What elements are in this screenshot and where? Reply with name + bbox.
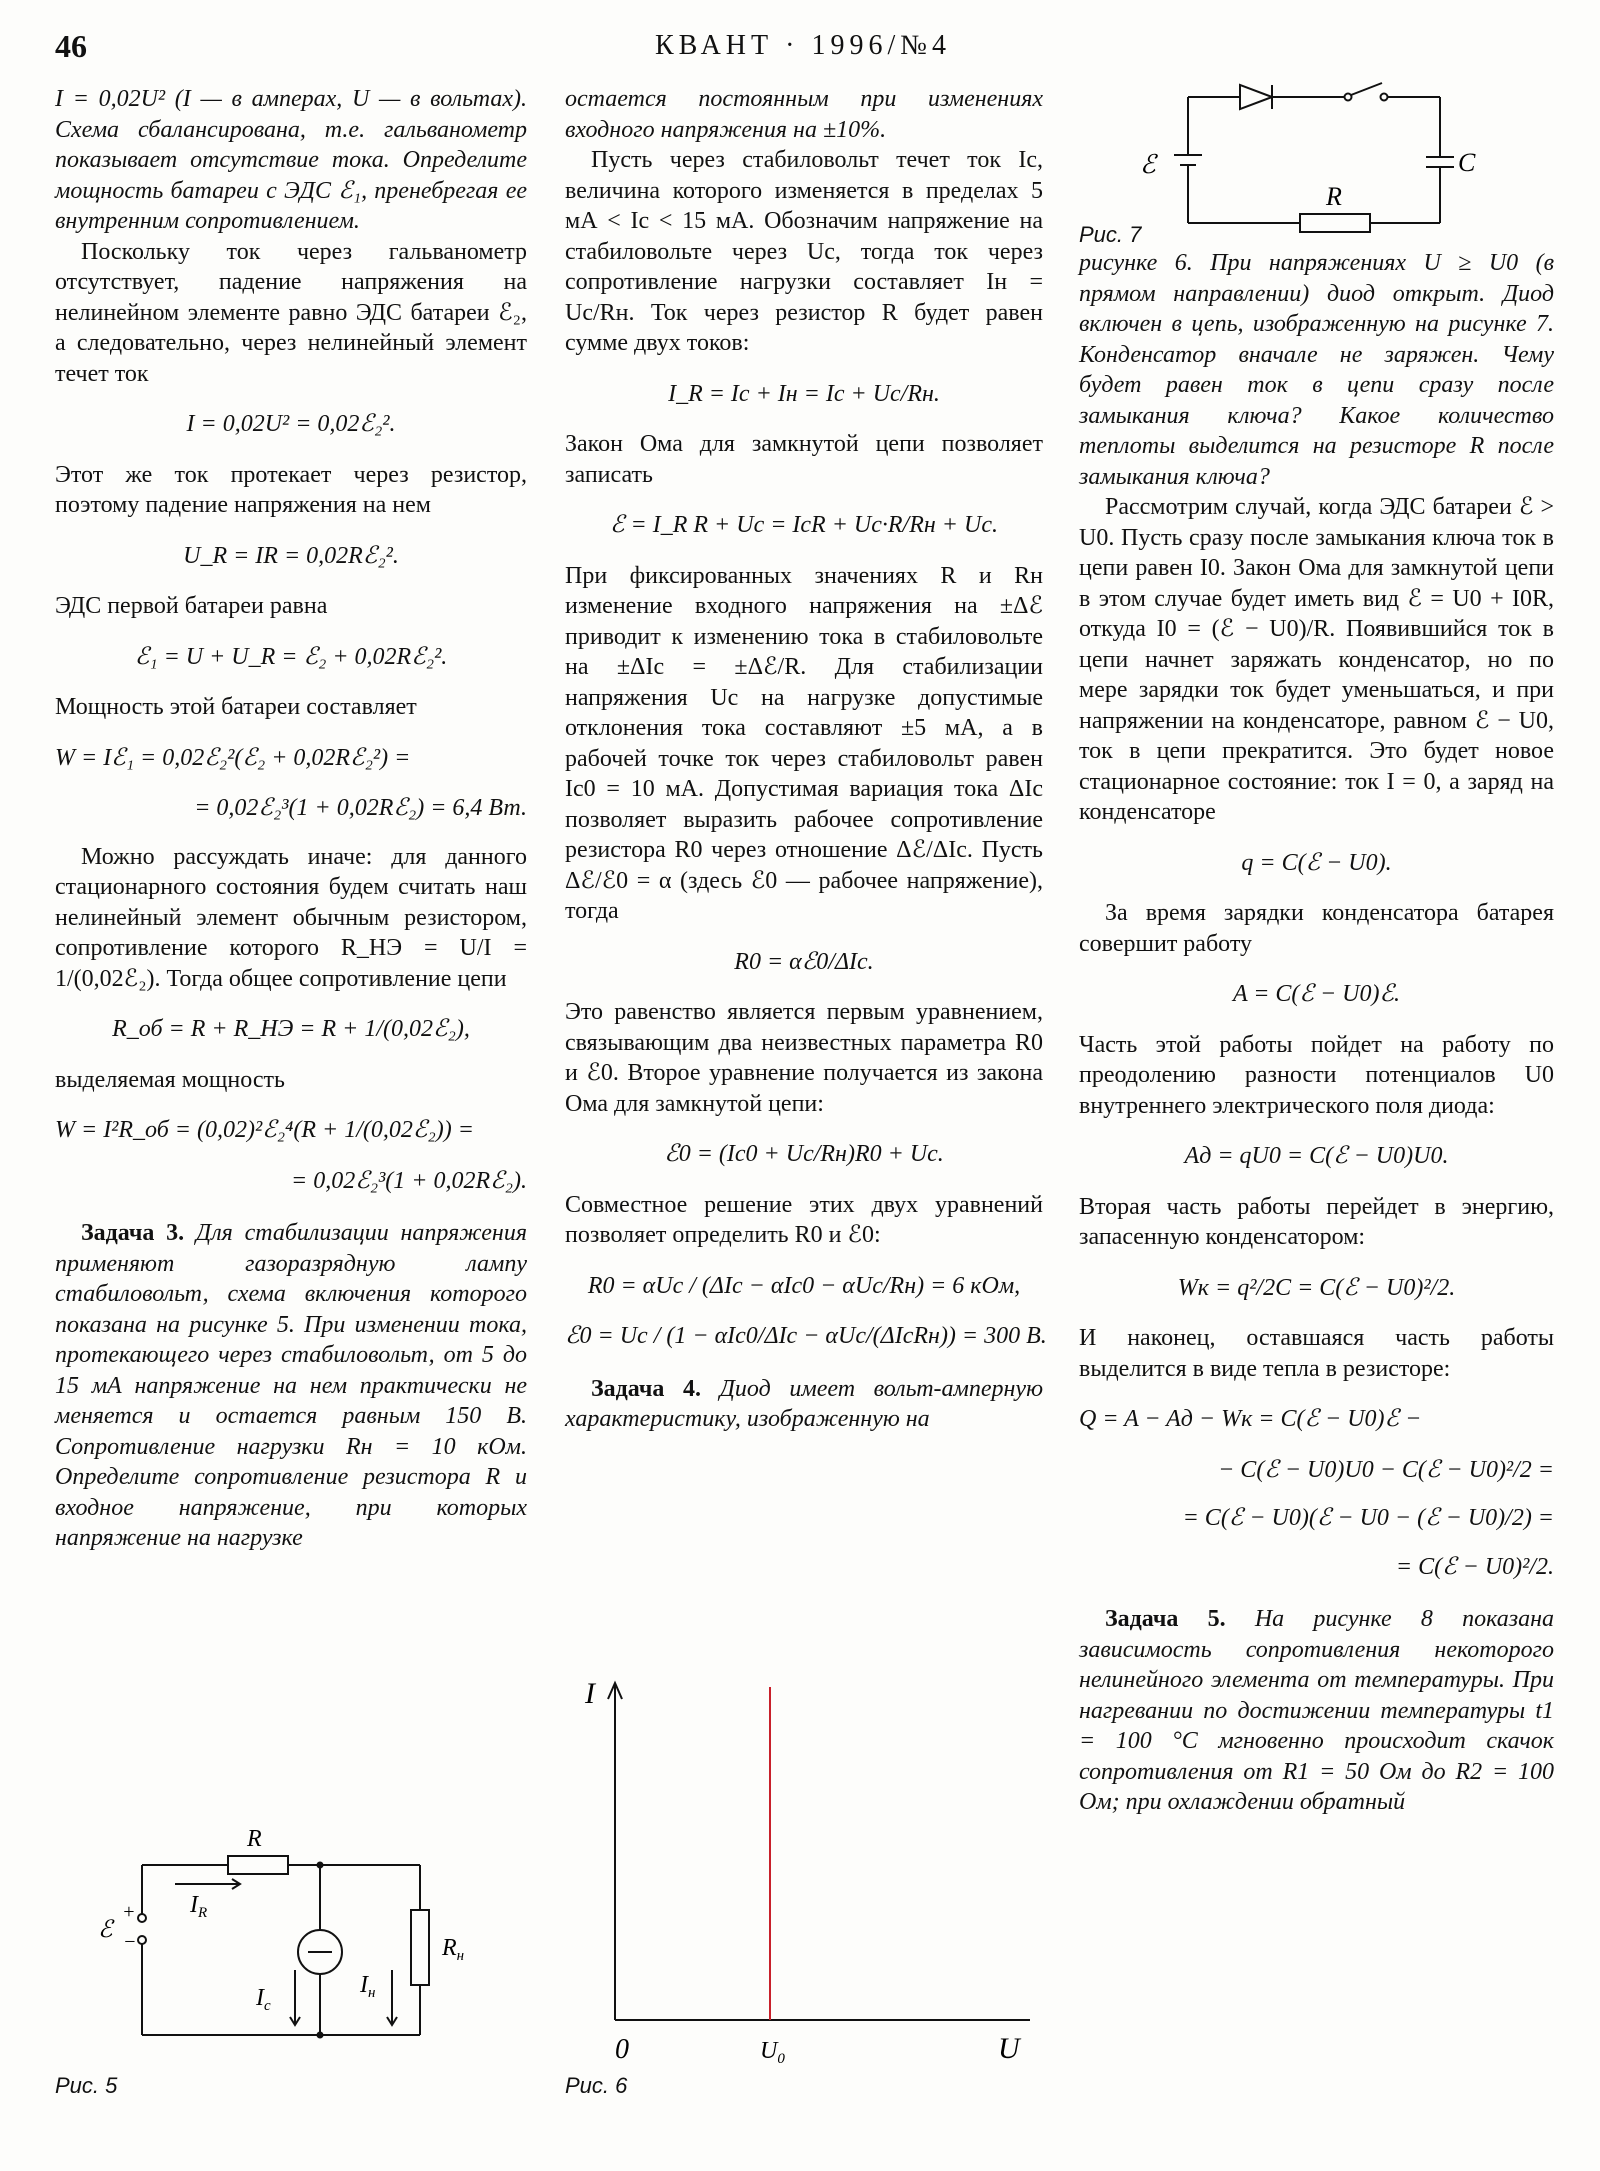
equation: = 0,02ℰ₂³(1 + 0,02Rℰ₂). bbox=[291, 1167, 527, 1194]
fig5-label-ic: I bbox=[256, 1985, 264, 2011]
equation: R_об = R + R_НЭ = R + 1/(0,02ℰ₂), bbox=[112, 1016, 470, 1042]
equation: R0 = αℰ0/ΔIс. bbox=[734, 948, 874, 975]
equation: ℰ = I_R R + Uс = IсR + Uс·R/Rн + Uс. bbox=[610, 512, 998, 538]
figure-6-iv-graph bbox=[575, 1665, 1045, 2065]
paragraph: Это равенство является первым уравнением, связывающим два неизвестных параметра R0 и ℰ0. Второе уравнение получается из закона Ома для замкнутой цепи: bbox=[565, 999, 1043, 1117]
equation: ℰ₁ = U + U_R = ℰ₂ + 0,02Rℰ₂². bbox=[134, 643, 448, 670]
fig5-label-rn-sub: н bbox=[456, 1948, 465, 1964]
paragraph: Вторая часть работы перейдет в энергию, запасенную конденсатором: bbox=[1079, 1193, 1554, 1250]
fig7-caption: Рис. 7 bbox=[1079, 222, 1142, 247]
column-3 bbox=[1079, 248, 1554, 1818]
paragraph: ЭДС первой батареи равна bbox=[55, 593, 328, 619]
equation: I = 0,02U² = 0,02ℰ₂². bbox=[186, 411, 396, 437]
equation: ℰ0 = Uс / (1 − αIс0/ΔIс − αUс/(ΔIсRн)) = 300 В. bbox=[565, 1323, 1047, 1349]
task3-statement-continuation: остается постоянным при изменениях входного напряжения на ±10%. bbox=[565, 86, 1043, 143]
paragraph: Мощность этой батареи составляет bbox=[55, 694, 417, 720]
fig6-u0: U bbox=[760, 2038, 778, 2064]
svg-text:Iс bbox=[255, 1985, 271, 2014]
equation: I_R = Iс + Iн = Iс + Uс/Rн. bbox=[668, 380, 940, 407]
fig5-caption: Рис. 5 bbox=[55, 2073, 118, 2098]
paragraph: При фиксированных значениях R и Rн изменение входного напряжения на ±Δℰ приводит к изменению тока в стабиловольте на ±ΔIс = ±Δℰ/R. Для стабилизации напряжения Uс на нагрузке допустимые отклонения тока составляют ±5 мА, а в рабочей точке ток через стабиловольт равен Iс0 = 10 мА. Допустимая вариация тока ΔIс позволяет выразить рабочее сопротивление резистора R0 через отношение Δℰ/ΔIс. Пусть Δℰ/ℰ0 = α (здесь ℰ0 — рабочее напряжение), тогда bbox=[565, 562, 1043, 924]
equation: = C(ℰ − U0)(ℰ − U0 − (ℰ − U0)/2) = bbox=[1182, 1505, 1554, 1531]
svg-text:IR bbox=[189, 1892, 207, 1921]
paragraph: И наконец, оставшаяся часть работы выделится в виде тепла в резисторе: bbox=[1079, 1325, 1554, 1382]
equation: = 0,02ℰ₂³(1 + 0,02Rℰ₂) = 6,4 Вт. bbox=[194, 795, 527, 821]
fig7-label-emf: ℰ bbox=[1140, 150, 1156, 179]
equation: Aд = qU0 = C(ℰ − U0)U0. bbox=[1184, 1143, 1449, 1169]
column-2 bbox=[565, 84, 1047, 1435]
fig5-label-r: R bbox=[247, 1826, 262, 1852]
fig5-label-emf: ℰ bbox=[98, 1917, 113, 1943]
equation: Wк = q²/2C = C(ℰ − U0)²/2. bbox=[1177, 1274, 1456, 1301]
paragraph: выделяемая мощность bbox=[55, 1066, 285, 1093]
task4-title: Задача 4. bbox=[591, 1375, 702, 1402]
svg-text:Iн bbox=[359, 1972, 375, 2001]
fig5-label-plus: + bbox=[122, 1901, 136, 1923]
fig6-origin: 0 bbox=[615, 2034, 629, 2065]
equation: R0 = αUс / (ΔIс − αIс0 − αUс/Rн) = 6 кОм, bbox=[587, 1272, 1021, 1299]
equation: Q = A − Aд − Wк = C(ℰ − U0)ℰ − bbox=[1079, 1406, 1422, 1432]
paragraph: Закон Ома для замкнутой цепи позволяет записать bbox=[565, 431, 1043, 488]
journal-header: КВАНТ · 1996/№4 bbox=[655, 30, 951, 61]
fig5-label-minus: − bbox=[123, 1931, 137, 1953]
fig6-u0-sub: 0 bbox=[777, 2051, 785, 2065]
junction-dot bbox=[317, 2032, 324, 2039]
fig6-axis-i: I bbox=[585, 1677, 595, 1710]
paragraph: Совместное решение этих двух уравнений позволяет определить R0 и ℰ0: bbox=[565, 1191, 1043, 1248]
fig6-caption: Рис. 6 bbox=[565, 2073, 628, 2098]
junction-dot bbox=[317, 1862, 324, 1869]
equation: − C(ℰ − U0)U0 − C(ℰ − U0)²/2 = bbox=[1218, 1456, 1554, 1483]
equation: ℰ0 = (Iс0 + Uс/Rн)R0 + Uс. bbox=[664, 1141, 944, 1167]
task5-text: На рисунке 8 показана зависимость сопротивления некоторого нелинейного элемента от температуры. При нагревании по достижении температуры t1 = 100 °C мгновенно происходит скачок сопротивления от R1 = 50 Ом до R2 = 100 Ом; при охлаждении обратный bbox=[1079, 1606, 1554, 1815]
fig5-label-rn: R bbox=[442, 1935, 457, 1961]
paragraph: Можно рассуждать иначе: для данного стационарного состояния будем считать наш нелинейный элемент обычным резистором, сопротивление которого R_НЭ = U/I = 1/(0,02ℰ₂). Тогда общее сопротивление цепи bbox=[55, 843, 527, 992]
paragraph: Этот же ток протекает через резистор, поэтому падение напряжения на нем bbox=[55, 461, 527, 518]
equation: q = C(ℰ − U0). bbox=[1241, 849, 1392, 876]
fig7-label-r: R bbox=[1326, 182, 1342, 211]
equation: W = Iℰ₁ = 0,02ℰ₂²(ℰ₂ + 0,02Rℰ₂²) = bbox=[55, 744, 411, 771]
fig7-label-c: C bbox=[1458, 148, 1476, 177]
equation: = C(ℰ − U0)²/2. bbox=[1395, 1553, 1554, 1580]
task4-statement-continuation: рисунке 6. При напряжениях U ≥ U0 (в прямом направлении) диод открыт. Диод включен в цепь, изображенную на рисунке 7. Конденсатор вначале не заряжен. Чему будет равен ток в цепи сразу после замыкания ключа? Какое количество теплоты выделится на резисторе R после замыкания ключа? bbox=[1079, 250, 1554, 490]
figure-7-circuit bbox=[1120, 75, 1500, 250]
fig6-axis-u: U bbox=[998, 2032, 1020, 2065]
fig5-label-ic-sub: с bbox=[264, 1998, 271, 2014]
fig5-label-ir-sub: R bbox=[198, 1905, 208, 1921]
paragraph: Пусть через стабиловольт течет ток Iс, величина которого изменяется в пределах 5 мА < Iс < 15 мА. Обозначим напряжение на стабиловольте через Uс, тогда ток через сопротивление нагрузки составляет Iн = Uс/Rн. Ток через резистор R будет равен сумме двух токов: bbox=[565, 147, 1043, 356]
equation: A = C(ℰ − U0)ℰ. bbox=[1232, 981, 1400, 1007]
paragraph: Поскольку ток через гальванометр отсутствует, падение напряжения на нелинейном элементе равно ЭДС батареи ℰ₂, а следовательно, через нелинейный элемент течет ток bbox=[55, 238, 527, 387]
svg-text:Rн bbox=[441, 1935, 464, 1964]
fig5-label-in: I bbox=[360, 1972, 368, 1998]
task2-statement-continuation: I = 0,02U² (I — в амперах, U — в вольтах). Схема сбалансирована, т.е. гальванометр показывает отсутствие тока. Определите мощность батареи с ЭДС ℰ₁, пренебрегая ее внутренним сопротивлением. bbox=[55, 86, 527, 234]
task3-title: Задача 3. bbox=[81, 1220, 185, 1246]
equation: U_R = IR = 0,02Rℰ₂². bbox=[183, 542, 399, 569]
task4-text: Диод имеет вольт-амперную характеристику, изображенную на bbox=[565, 1375, 1043, 1432]
column-1 bbox=[55, 84, 527, 1554]
task5-title: Задача 5. bbox=[1105, 1606, 1226, 1632]
paragraph: За время зарядки конденсатора батарея совершит работу bbox=[1079, 900, 1554, 957]
paragraph: Рассмотрим случай, когда ЭДС батареи ℰ > U0. Пусть сразу после замыкания ключа ток в цепи равен I0. Закон Ома для замкнутой цепи в этом случае будет иметь вид ℰ = U0 + I0R, откуда I0 = (ℰ − U0)/R. Появившийся ток в цепи начнет заряжать конденсатор, но по мере зарядки ток будет уменьшаться, и при напряжении на конденсаторе, равном ℰ − U0, ток в цепи прекратится. Это будет новое стационарное состояние: ток I = 0, а заряд на конденсаторе bbox=[1079, 494, 1554, 825]
page-number: 46 bbox=[55, 28, 87, 64]
equation: W = I²R_об = (0,02)²ℰ₂⁴(R + 1/(0,02ℰ₂)) = bbox=[55, 1117, 474, 1143]
figure-5-circuit bbox=[80, 1820, 520, 2050]
paragraph: Часть этой работы пойдет на работу по преодолению разности потенциалов U0 внутреннего электрического поля диода: bbox=[1079, 1031, 1554, 1119]
svg-text:U0 bbox=[760, 2038, 785, 2065]
task3-text: Для стабилизации напряжения применяют газоразрядную лампу стабиловольт, схема включения которого показана на рисунке 5. При изменении тока, протекающего через стабиловольт, от 5 до 15 мА напряжение на нем практически не меняется и остается равным 150 В. Сопротивление нагрузки Rн = 10 кОм. Определите сопротивление резистора R и входное напряжение, при которых напряжение на нагрузке bbox=[55, 1220, 527, 1551]
fig5-label-in-sub: н bbox=[368, 1985, 376, 2001]
fig5-label-ir: I bbox=[190, 1892, 198, 1918]
